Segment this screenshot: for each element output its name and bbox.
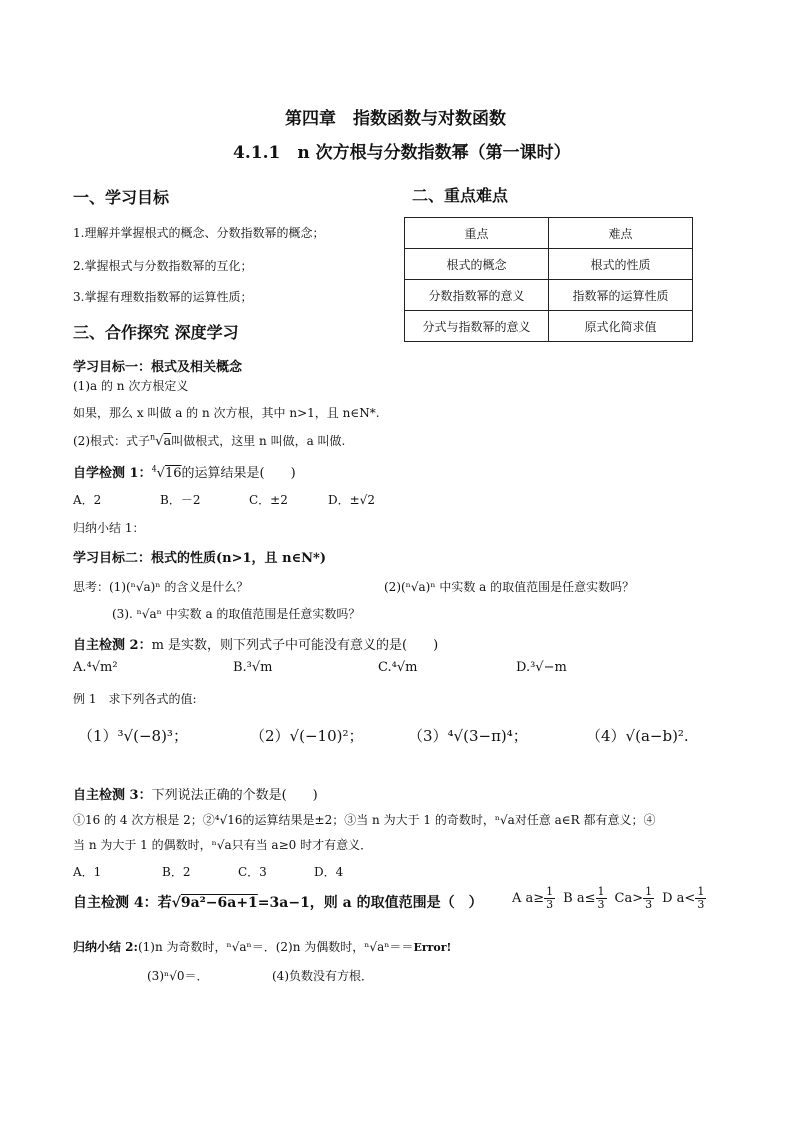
goal1-title: 学习目标一：根式及相关概念: [73, 360, 243, 375]
section-heading-key-points: 二、重点难点: [412, 186, 509, 205]
check3-question: [73, 784, 318, 803]
check4-pre: 若: [157, 895, 172, 911]
table-cell: 原式化简求值: [549, 311, 693, 342]
check3-line1: ①16 的 4 次方根是 2；②⁴√16的运算结果是±2；③当 n 为大于 1 的奇数时，ⁿ√a对任意 a∈R 都有意义；④: [73, 813, 656, 827]
key-points-table: [404, 217, 693, 342]
radical-expression: $^4$√16: [151, 464, 182, 481]
check3-label: 自主检测 3：: [73, 788, 152, 803]
goal1-line2: 如果，那么 x 叫做 a 的 n 次方根，其中 n>1，且 n∈N*.: [73, 406, 380, 420]
table-row: [405, 218, 693, 249]
check2-option-c: C.⁴√m: [378, 660, 418, 675]
table-cell: 分数指数幂的意义: [405, 280, 549, 311]
check3-option-d: D．4: [314, 865, 344, 879]
table-cell: 根式的性质: [549, 249, 693, 280]
section-heading-goals: 一、学习目标: [73, 188, 170, 207]
check1-label: 自学检测 1：: [73, 466, 152, 481]
check3-line2: 当 n 为大于 1 的偶数时，ⁿ√a只有当 a≥0 时才有意义．: [73, 838, 373, 852]
check4-options: [512, 886, 706, 911]
table-cell: 分式与指数幂的意义: [405, 311, 549, 342]
check4-option-a: A a≥ $\frac{1}{3}$: [512, 885, 554, 911]
goal1-line1: (1)a 的 n 次方根定义: [73, 379, 189, 393]
summary2-label: 归纳小结 2:: [73, 940, 138, 954]
table-row: [405, 249, 693, 280]
summary2-zero: (3)ⁿ√0＝．: [147, 969, 209, 983]
table-row: [405, 311, 693, 342]
summary2-line1: [73, 938, 451, 955]
example1-item-1: （1）³√(−8)³；: [78, 727, 188, 745]
table-header-cell: 难点: [549, 218, 693, 249]
goal1-line3: [73, 432, 345, 449]
lesson-title: 4.1.1 n 次方根与分数指数幂（第一课时）: [233, 143, 571, 163]
table-header-cell: 重点: [405, 218, 549, 249]
check3-text: 下列说法正确的个数是( ): [151, 788, 318, 803]
check4-label: 自主检测 4：: [73, 895, 158, 911]
check3-option-a: A．1: [73, 865, 102, 879]
radical-expression: √9a²−6a+1: [171, 895, 258, 911]
goal-item-1: 1.理解并掌握根式的概念、分数指数幂的概念；: [73, 226, 325, 240]
example1-item-3: （3）⁴√(3−π)⁴；: [408, 727, 528, 745]
summary1: 归纳小结 1：: [73, 521, 145, 535]
check3-option-c: C．3: [238, 865, 267, 879]
check1-option-d: D．±√2: [328, 493, 375, 507]
example1-item-4: （4）√(a−b)².: [586, 727, 689, 745]
summary2-odd: (1)n 为奇数时，ⁿ√aⁿ＝．: [137, 940, 276, 954]
example1-item-2: （2）√(−10)²；: [250, 727, 364, 745]
check1-option-b: B．－2: [160, 493, 201, 507]
check2-question: [73, 634, 438, 653]
check2-label: 自主检测 2：: [73, 638, 152, 653]
check4-option-d: D a< $\frac{1}{3}$: [662, 885, 705, 911]
summary2-negative: (4)负数没有方根．: [272, 969, 373, 983]
check4-question: [73, 892, 483, 912]
check2-option-a: A.⁴√m²: [73, 660, 118, 675]
table-cell: 根式的概念: [405, 249, 549, 280]
think-2: (2)(ⁿ√a)ⁿ 中实数 a 的取值范围是任意实数吗？: [384, 580, 635, 594]
check4-post: =3a−1，则 a 的取值范围是（ ）: [257, 895, 483, 911]
radical-def-post: 叫做根式，这里 n 叫做，a 叫做.: [171, 434, 346, 448]
check2-option-b: B.³√m: [233, 660, 273, 675]
goal-item-3: 3.掌握有理数指数幂的运算性质；: [73, 290, 253, 304]
think-3: (3). ⁿ√aⁿ 中实数 a 的取值范围是任意实数吗？: [112, 607, 361, 621]
example1-title: 例 1 求下列各式的值:: [73, 692, 197, 706]
check2-text: m 是实数，则下列式子中可能没有意义的是( ): [151, 638, 439, 653]
table-cell: 指数幂的运算性质: [549, 280, 693, 311]
radical-def-pre: (2)根式：式子: [73, 434, 150, 448]
check3-option-b: B．2: [162, 865, 191, 879]
summary2-even: (2)n 为偶数时，ⁿ√aⁿ＝＝: [275, 940, 414, 954]
check1-option-c: C．±2: [249, 493, 288, 507]
table-row: [405, 280, 693, 311]
chapter-title: 第四章 指数函数与对数函数: [285, 109, 506, 129]
radical-expression: $^n$√a: [150, 432, 172, 449]
check4-option-b: B a≤ $\frac{1}{3}$: [563, 885, 605, 911]
check1-text: 的运算结果是( ): [181, 466, 296, 481]
goal2-title: 学习目标二：根式的性质(n>1，且 n∈N*): [73, 551, 326, 566]
check4-radicand: 9a²−6a+1: [180, 895, 258, 911]
check1-question: [73, 462, 296, 481]
check4-option-c: Ca> $\frac{1}{3}$: [614, 885, 653, 911]
check2-option-d: D.³√−m: [516, 660, 567, 675]
summary2-error: Error!: [413, 941, 452, 954]
check1-option-a: A．2: [73, 493, 102, 507]
section-heading-explore: 三、合作探究 深度学习: [73, 323, 239, 342]
think-1: 思考：(1)(ⁿ√a)ⁿ 的含义是什么？: [73, 580, 249, 594]
goal-item-2: 2.掌握根式与分数指数幂的互化；: [73, 259, 253, 273]
